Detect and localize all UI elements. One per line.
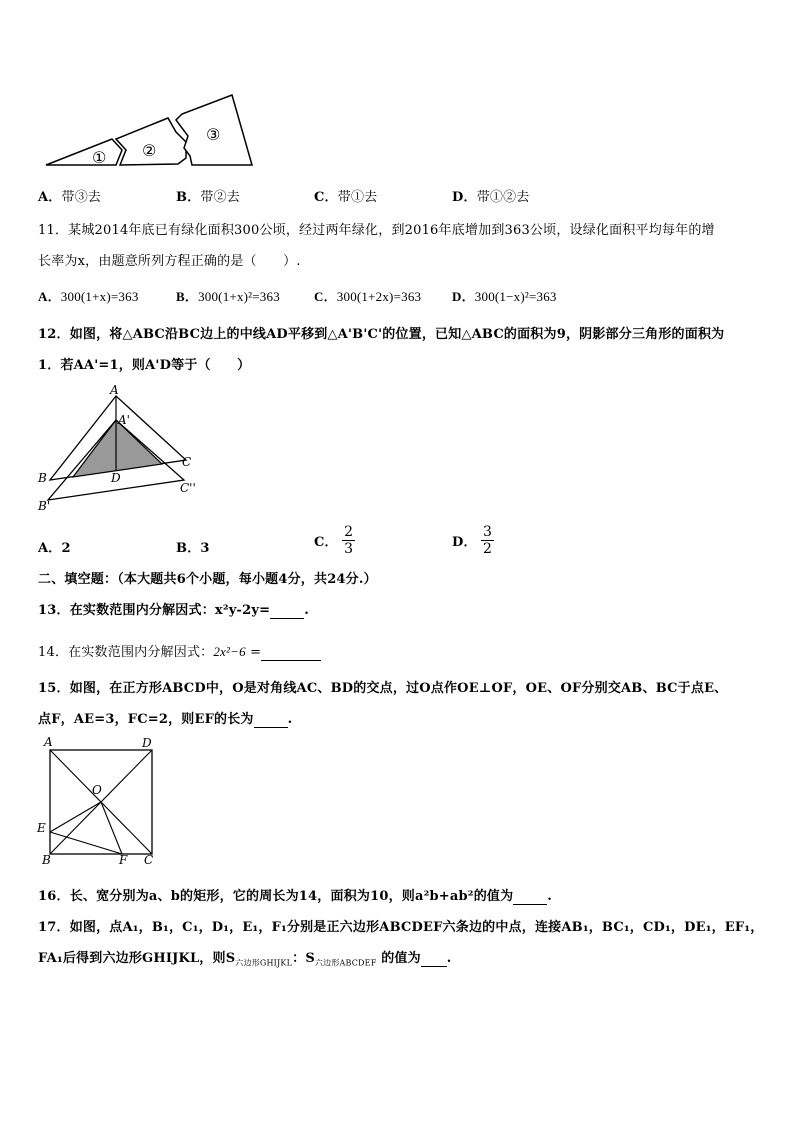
label-d: D <box>111 471 121 485</box>
q15-answer-blank[interactable] <box>254 712 288 728</box>
piece-1-label: ① <box>92 148 107 167</box>
q14-answer-blank[interactable] <box>261 645 321 661</box>
label-c: C <box>182 455 192 469</box>
q12-option-b[interactable]: B．3 <box>176 541 210 556</box>
q12-line1: 12．如图，将△ABC沿BC边上的中线AD平移到△A'B'C'的位置，已知△ABC的面积为9，阴影部分三角形的面积为 <box>38 327 725 342</box>
q12-figure <box>34 382 214 518</box>
q16-line: 16．长、宽分别为a、b的矩形，它的周长为14，面积为10，则a²b+ab²的值为 . <box>38 889 553 904</box>
label-a: A <box>44 735 53 749</box>
label-a1: A' <box>118 413 130 427</box>
q12-option-c[interactable]: C． $\frac{2}{3}$ <box>314 524 354 557</box>
q11-line1: 11．某城2014年底已有绿化面积300公顷，经过两年绿化，到2016年底增加到363公顷，设绿化面积平均每年的增 <box>38 223 715 238</box>
q10-option-c[interactable]: C．带①去 <box>314 190 378 205</box>
label-o: O <box>92 783 102 797</box>
piece-3-label: ③ <box>206 125 221 144</box>
label-b1: B' <box>38 499 51 513</box>
q14-line: 14．在实数范围内分解因式：2x²−6 = <box>38 641 321 661</box>
label-c: C <box>144 853 154 867</box>
q17-answer-blank[interactable] <box>421 951 447 967</box>
q10-option-b[interactable]: B．带②去 <box>176 190 240 205</box>
q13-line: 13．在实数范围内分解因式：x²y-2y= . <box>38 603 309 618</box>
fraction-2-3: $\frac{2}{3}$ <box>344 524 354 557</box>
q11-line2: 长率为x，由题意所列方程正确的是（ ）. <box>38 254 301 269</box>
q16-answer-blank[interactable] <box>513 889 547 905</box>
q13-answer-blank[interactable] <box>270 603 304 619</box>
q17-line1: 17．如图，点A₁，B₁，C₁，D₁，E₁，F₁分别是正六边形ABCDEF六条边的中点，连接AB₁，BC₁，CD₁，DE₁，EF₁， <box>38 920 764 935</box>
segment-of <box>101 802 122 854</box>
q10-figure <box>40 90 260 170</box>
fraction-3-2: $\frac{3}{2}$ <box>483 524 493 557</box>
q11-option-c[interactable]: C．300(1+2x)=363 <box>314 289 422 304</box>
label-e: E <box>37 821 46 835</box>
q17-line2: FA₁后得到六边形GHIJKL，则$S_{六边形GHIJKL}$：$S_{六边形ABCDEF}$ 的值为 . <box>38 951 452 968</box>
q15-line1: 15．如图，在正方形ABCD中，O是对角线AC、BD的交点，过O点作OE⊥OF，OE、OF分别交AB、BC于点E、 <box>38 681 728 696</box>
label-b: B <box>38 471 47 485</box>
q10-option-d[interactable]: D．带①②去 <box>452 190 530 205</box>
q12-line2: 1．若AA'=1，则A'D等于（ ） <box>38 358 251 373</box>
label-c1: C'' <box>180 481 196 495</box>
section-2-heading: 二、填空题：（本大题共6个小题，每小题4分，共24分.） <box>38 572 377 587</box>
q15-line2: 点F，AE=3，FC=2，则EF的长为 . <box>38 712 293 727</box>
q12-option-d[interactable]: D． $\frac{3}{2}$ <box>452 524 493 557</box>
label-f: F <box>119 853 128 867</box>
q15-figure <box>34 734 164 868</box>
piece-2-label: ② <box>142 141 157 160</box>
label-b: B <box>42 853 51 867</box>
label-d: D <box>142 736 152 750</box>
piece-1 <box>46 139 122 165</box>
q11-option-b[interactable]: B．300(1+x)²=363 <box>176 289 280 304</box>
q11-option-a[interactable]: A．300(1+x)=363 <box>38 289 139 304</box>
label-a: A <box>110 383 119 397</box>
q12-option-a[interactable]: A．2 <box>38 541 71 556</box>
q10-option-a[interactable]: A．带③去 <box>38 190 102 205</box>
q11-option-d[interactable]: D．300(1−x)²=363 <box>452 289 557 304</box>
